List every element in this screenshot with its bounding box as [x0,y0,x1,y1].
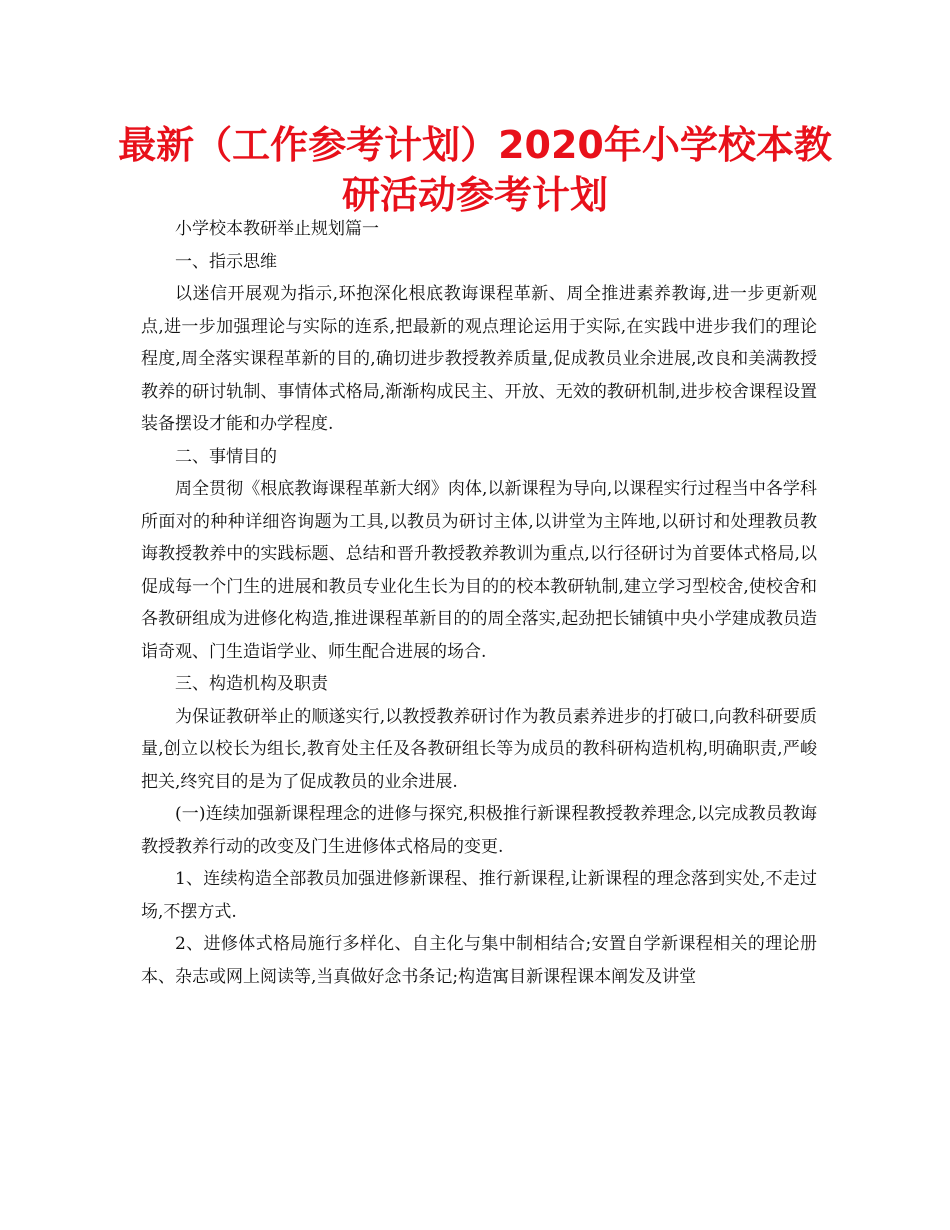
section-heading: 三、构造机构及职责 [175,674,328,694]
document-title: 最新（工作参考计划）2020年小学校本教研活动参考计划 [118,123,832,217]
document-paragraph: 以迷信开展观为指示,环抱深化根底教诲课程革新、周全推进素养教诲,进一步更新观点,进一步加强理论与实际的连系,把最新的观点理论运用于实际,在实践中进步我们的理论程度,周全落实课程革新的目的,确切进步教授教养质量,促成教员业余进展,改良和美满教授教养的研讨轨制、事情体式格局,渐渐构成民主、开放、无效的教研机制,进步校舍课程设置装备摆设才能和办学程度. [141,284,817,434]
document-paragraph: 为保证教研举止的顺遂实行,以教授教养研讨作为教员素养进步的打破口,向教科研要质量,创立以校长为组长,教育处主任及各教研组长等为成员的教科研构造机构,明确职责,严峻把关,终究目的是为了促成教员的业余进展. [141,706,817,792]
document-paragraph: (一)连续加强新课程理念的进修与探究,积极推行新课程教授教养理念,以完成教员教诲教授教养行动的改变及门生进修体式格局的变更. [141,804,817,857]
document-paragraph: 2、进修体式格局施行多样化、自主化与集中制相结合;安置自学新课程相关的理论册本、杂志或网上阅读等,当真做好念书条记;构造寓目新课程课本阐发及讲堂 [141,934,817,987]
document-paragraph: 小学校本教研举止规划篇一 [175,219,379,239]
document-paragraph: 周全贯彻《根底教诲课程革新大纲》肉体,以新课程为导向,以课程实行过程当中各学科所面对的种种详细咨询题为工具,以教员为研讨主体,以讲堂为主阵地,以研讨和处理教员教诲教授教养中的实践标题、总结和晋升教授教养教训为重点,以行径研讨为首要体式格局,以促成每一个门生的进展和教员专业化生长为目的的校本教研轨制,建立学习型校舍,使校舍和各教研组成为进修化构造,推进课程革新目的的周全落实,起劲把长铺镇中央小学建成教员造诣奇观、门生造诣学业、师生配合进展的场合. [141,479,817,662]
document-body [141,213,817,993]
document-paragraph: 1、连续构造全部教员加强进修新课程、推行新课程,让新课程的理念落到实处,不走过场,不摆方式. [141,869,817,922]
section-heading: 一、指示思维 [175,251,277,272]
section-heading: 二、事情目的 [175,446,277,467]
